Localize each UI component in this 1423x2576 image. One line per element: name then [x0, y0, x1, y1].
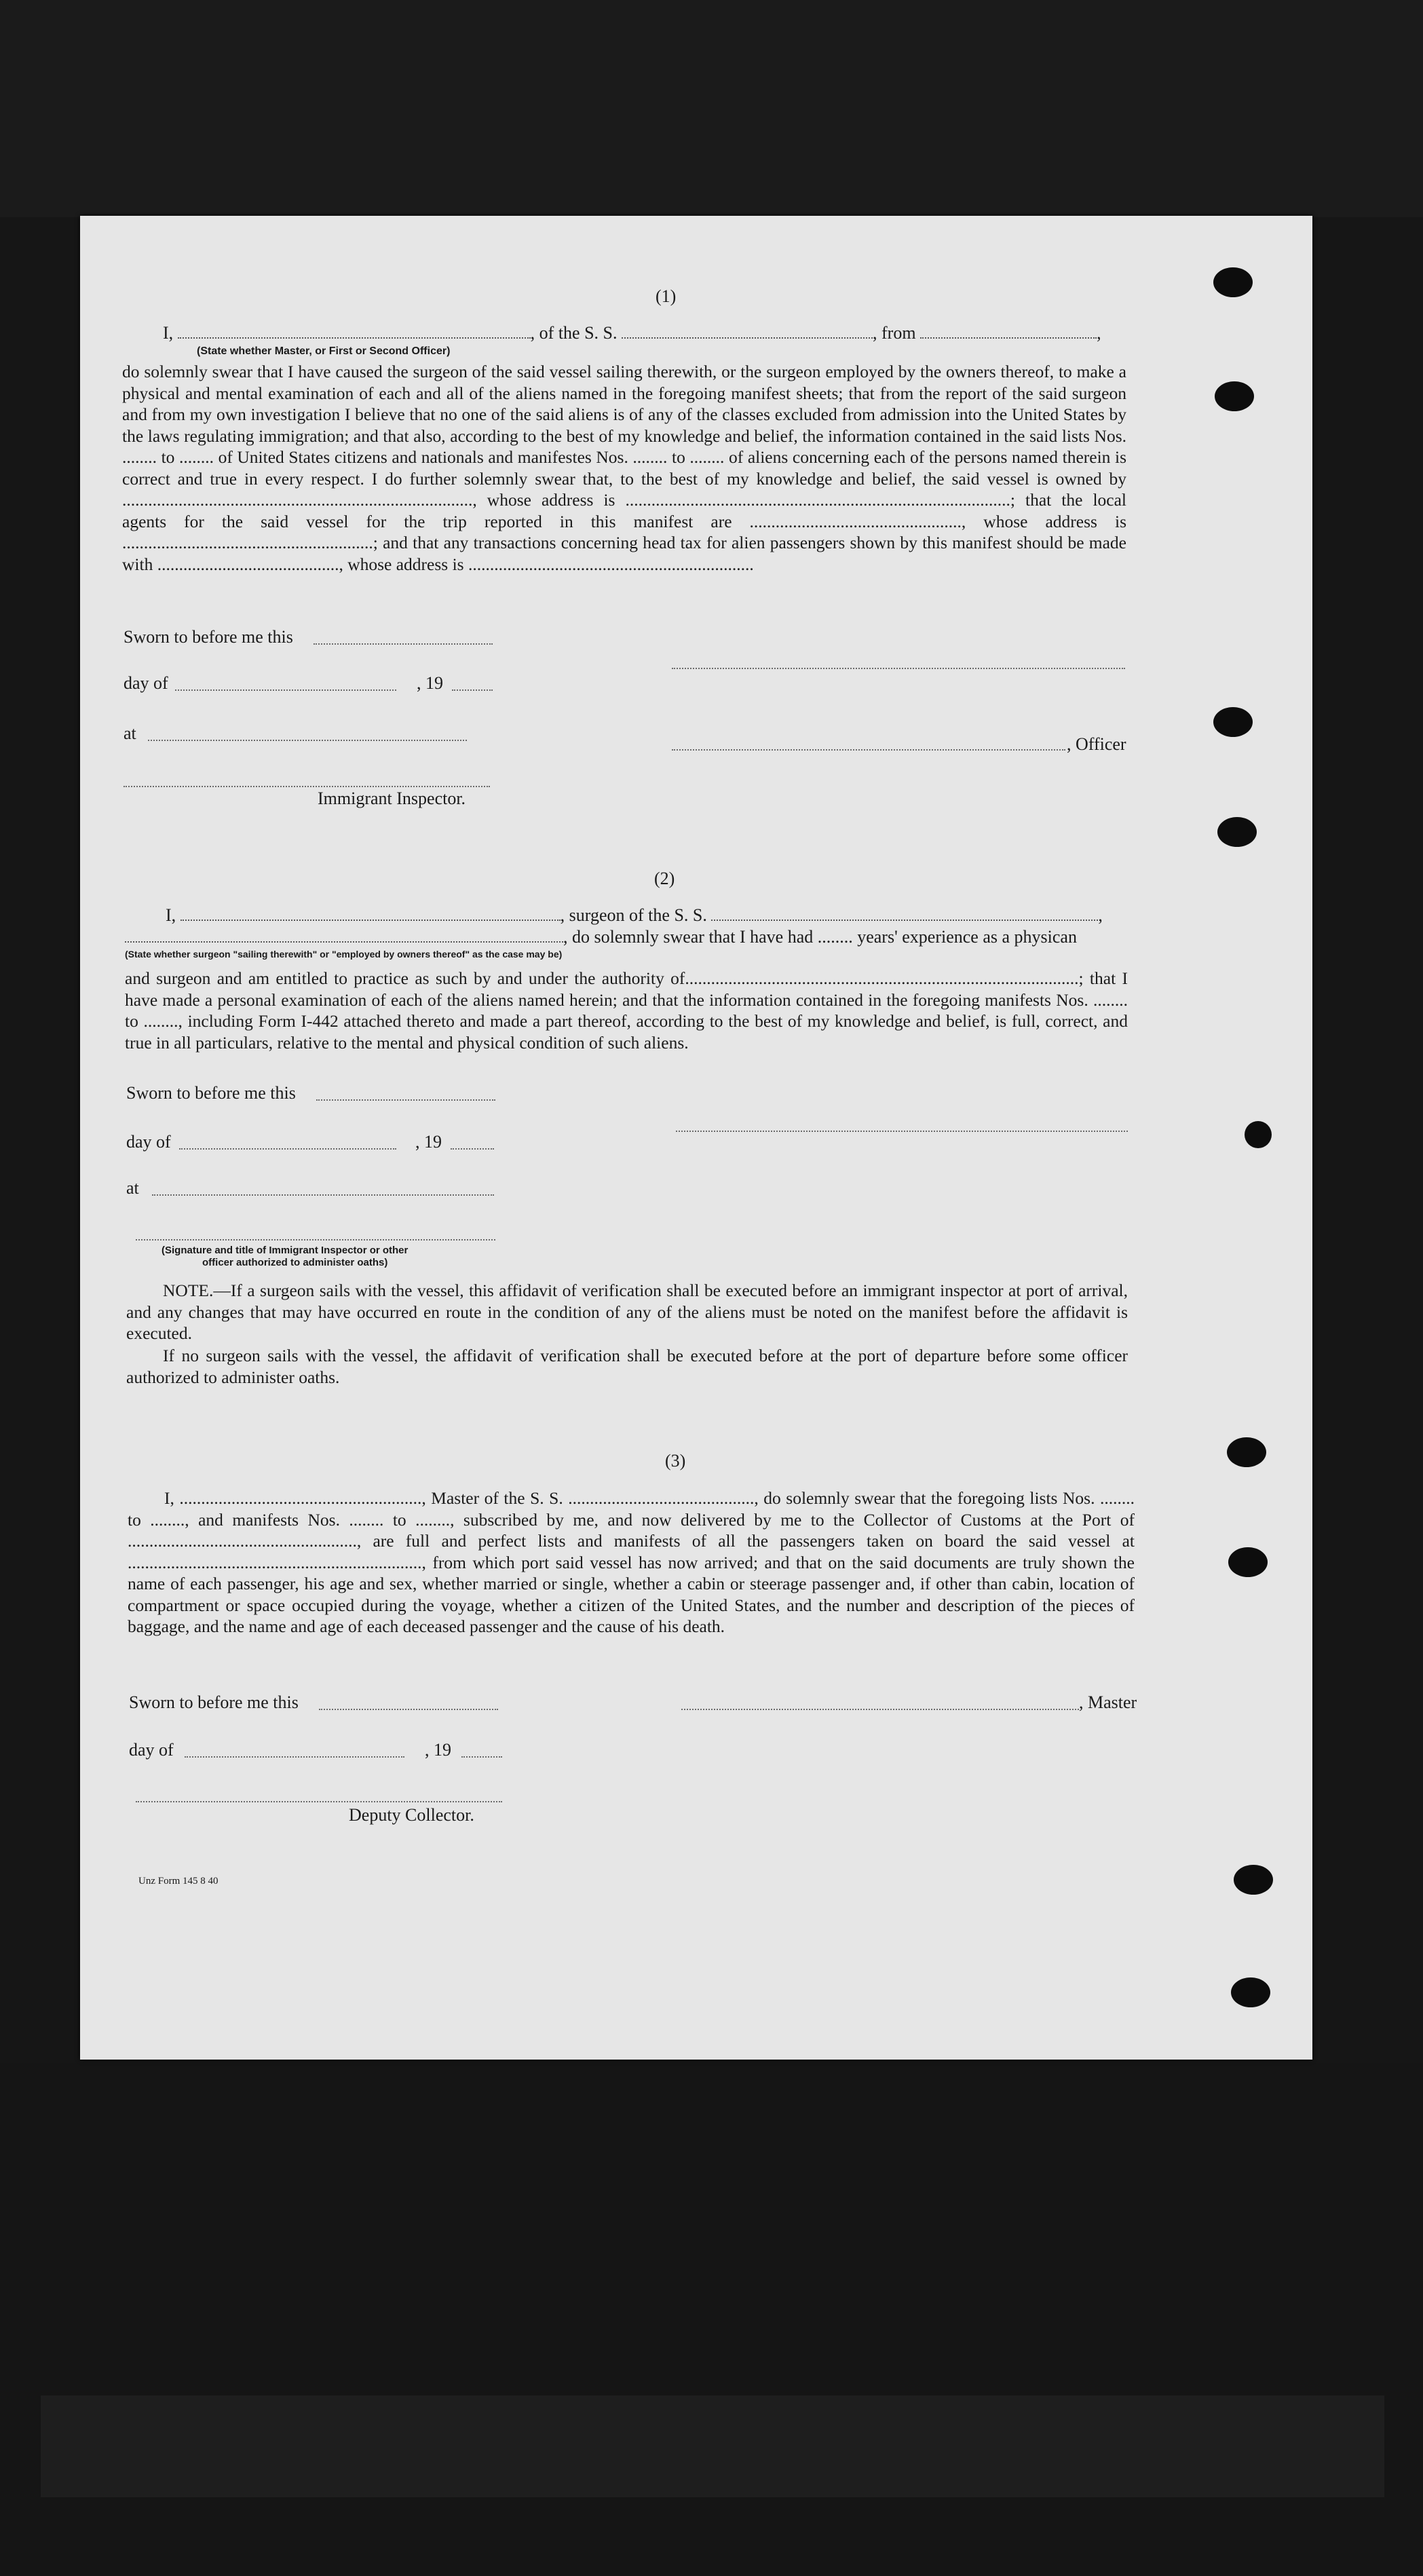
section3-day-of: day of [129, 1740, 174, 1760]
punch-hole [1231, 1977, 1270, 2007]
section2-number: (2) [654, 869, 675, 888]
section3-master-line [681, 1709, 1079, 1710]
punch-hole [1213, 707, 1253, 737]
section1-at-line [148, 740, 467, 741]
section1-sworn: Sworn to before me this [124, 627, 293, 647]
section1-line1-mid: , of the S. S. [530, 323, 618, 343]
section1-year-line [452, 689, 493, 691]
punch-hole [1228, 1547, 1268, 1577]
section1-sworn-line [314, 643, 493, 645]
section2-sworn-line [316, 1099, 495, 1101]
section2-year: , 19 [415, 1132, 442, 1152]
section2-day-line [179, 1148, 396, 1150]
section2-line2 [125, 927, 1077, 947]
scan-background-bottom [0, 2063, 1423, 2576]
document-page [80, 216, 1312, 2060]
section2-caption: (State whether surgeon "sailing therewith" or "employed by owners thereof" as the case may be) [125, 949, 563, 960]
section3-number: (3) [665, 1451, 686, 1471]
section1-officer: , Officer [1067, 734, 1126, 754]
fill-line [181, 920, 561, 921]
section3-sworn-line [319, 1709, 498, 1710]
punch-hole [1245, 1121, 1272, 1148]
fill-line [711, 920, 1098, 921]
section2-year-line [451, 1148, 494, 1150]
section3-sworn: Sworn to before me this [129, 1692, 299, 1712]
section2-signature-line [676, 1131, 1128, 1132]
section1-signature-line [672, 668, 1125, 669]
section2-sworn: Sworn to before me this [126, 1083, 296, 1103]
section1-line1-prefix: I, [163, 323, 174, 343]
section2-note2: If no surgeon sails with the vessel, the affidavit of verification shall be executed before at the port of departure before some officer authorized to administer oaths. [126, 1346, 1128, 1387]
section1-year: , 19 [417, 673, 443, 693]
section1-line1: I, , of the S. S. , from , [163, 323, 1101, 343]
section2-note1: NOTE.—If a surgeon sails with the vessel, this affidavit of verification shall be executed before an immigrant inspector at port of arrival, and any changes that may have occurred en route in the condition of any of the aliens must be noted on the manifest before the affidavit is executed. [126, 1281, 1128, 1343]
section3-day-line [185, 1756, 404, 1758]
fill-line [622, 337, 873, 339]
fill-line [178, 337, 531, 339]
punch-hole [1217, 817, 1257, 847]
fill-line [920, 337, 1097, 339]
section2-day-of: day of [126, 1132, 171, 1152]
scan-background-band [41, 2395, 1384, 2497]
section1-caption: (State whether Master, or First or Second Officer) [197, 345, 451, 357]
section3-signer: Deputy Collector. [349, 1805, 474, 1825]
section3-year: , 19 [425, 1740, 451, 1760]
punch-hole [1215, 381, 1254, 411]
punch-hole [1213, 267, 1253, 297]
section2-sig-caption-1: (Signature and title of Immigrant Inspector or other [162, 1245, 409, 1256]
section2-sig-caption-2: officer authorized to administer oaths) [202, 1257, 388, 1268]
section3-body: I, ........................................................, Master of the S. S. ..........................................., do solemnly swear that the foregoing lists Nos. ........ to ........, and manifests Nos. ........ to ........, subscribed by me, and now delivered by me to the Collector of Customs at the Port of ....................................................., are full and perfect lists and manifests of all the passengers taken on board the said vessel at ...................................................................., from which port said vessel has now arrived; and that on the said documents are truly shown the name of each passenger, his age and sex, whether married or single, whether a cabin or steerage passenger and, if other than cabin, location of compartment or space occupied during the voyage, whether a citizen of the United States, and the number and description of the pieces of baggage, and the name and age of each deceased passenger and the cause of his death. [128, 1488, 1135, 1636]
section3-master: , Master [1079, 1692, 1137, 1712]
section3-year-line [461, 1756, 502, 1758]
section1-number: (1) [656, 286, 677, 306]
section1-at: at [124, 723, 136, 743]
section1-signer: Immigrant Inspector. [318, 789, 466, 808]
section2-at: at [126, 1178, 139, 1198]
section1-body: do solemnly swear that I have caused the surgeon of the said vessel sailing therewith, or the surgeon employed by the owners thereof, to make a physical and mental examination of each and all of the aliens named in the foregoing manifest sheets; that from the report of the said surgeon and from my own investigation I believe that no one of the said aliens is of any of the classes excluded from admission into the United States by the laws regulating immigration; and that also, according to the best of my knowledge and belief, the information contained in the said lists Nos. ........ to ........ of United States citizens and nationals and manifestes Nos. ........ to ........ of aliens concerning each of the persons named therein is correct and true in every respect. I do further solemnly swear that, to the best of my knowledge and belief, the said vessel is owned by ................................................................................., whose address is .........................................................................................; that the local agents for the said vessel for the trip reported in this manifest are ................................................., whose address is ..........................................................; and that any transactions concerning head tax for alien passengers shown by this manifest should be made with .........................................., whose address is .................................................................. [122, 362, 1126, 574]
section2-line1-mid: , surgeon of the S. S. [560, 905, 707, 925]
section1-day-of: day of [124, 673, 168, 693]
form-id: Unz Form 145 8 40 [138, 1876, 219, 1887]
section1-line1-from: , from [873, 323, 916, 343]
scan-background-top [0, 0, 1423, 217]
section2-at-line [152, 1194, 494, 1196]
section2-inspector-line [136, 1239, 495, 1240]
section2-body: and surgeon and am entitled to practice as such by and under the authority of...........................................................................................; that I have made a personal examination of each of the aliens named herein; and that the information contained in the foregoing manifests Nos. ........ to ........, including Form I-442 attached thereto and made a part thereof, according to the best of my knowledge and belief, is full, correct, and true in all particulars, relative to the mental and physical condition of such aliens. [125, 968, 1128, 1053]
section2-line1: I, , surgeon of the S. S. , [166, 905, 1103, 925]
fill-line [125, 941, 563, 943]
section2-line2-text: , do solemnly swear that I have had ........ years' experience as a physican [563, 927, 1077, 947]
section3-collector-line [136, 1801, 502, 1802]
section1-day-line [175, 689, 396, 691]
section2-line1-prefix: I, [166, 905, 176, 925]
section1-inspector-line [124, 786, 490, 787]
punch-hole [1227, 1437, 1266, 1467]
section1-officer-line [672, 749, 1065, 751]
punch-hole [1234, 1865, 1273, 1895]
